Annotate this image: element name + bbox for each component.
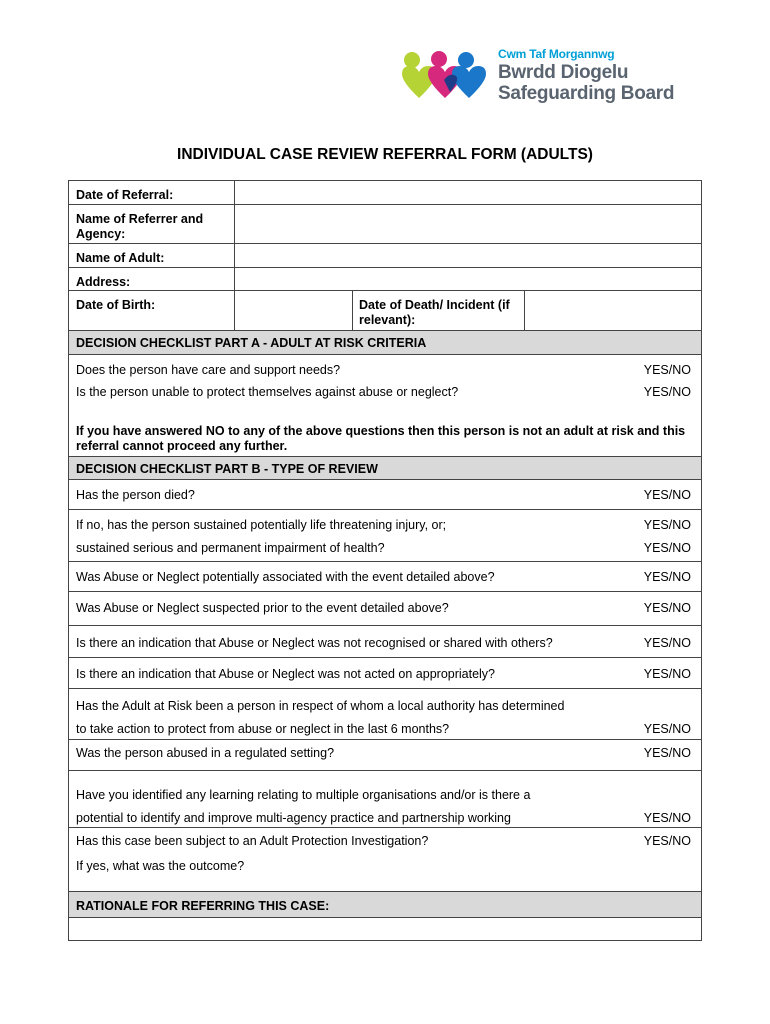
question-text: to take action to protect from abuse or neglect in the last 6 months? bbox=[76, 722, 450, 736]
date-of-referral-label: Date of Referral: bbox=[69, 181, 235, 204]
question-text: If yes, what was the outcome? bbox=[76, 859, 245, 873]
question-row bbox=[69, 626, 701, 658]
dob-field[interactable] bbox=[235, 291, 353, 330]
dob-label: Date of Birth: bbox=[69, 291, 235, 330]
address-field[interactable] bbox=[235, 268, 701, 290]
question-text: Is there an indication that Abuse or Neglect was not acted on appropriately? bbox=[76, 667, 496, 681]
question-row bbox=[69, 787, 701, 810]
hearts-logo-icon bbox=[400, 50, 494, 106]
yes-no-answer[interactable]: YES/NO bbox=[643, 601, 691, 615]
question-row bbox=[69, 517, 701, 540]
safeguarding-board-logo bbox=[400, 48, 680, 108]
form-title: INDIVIDUAL CASE REVIEW REFERRAL FORM (ADULTS) bbox=[177, 146, 593, 163]
question-row bbox=[69, 592, 701, 626]
warning-text: If you have answered NO to any of the above questions then this person is not an adult at risk and this referral cannot proceed any further. bbox=[69, 418, 701, 457]
question-row bbox=[69, 384, 701, 418]
dob-row bbox=[69, 291, 701, 331]
part-b-heading: DECISION CHECKLIST PART B - TYPE OF REVIEW bbox=[69, 457, 701, 480]
address-label: Address: bbox=[69, 268, 235, 290]
question-text: Is there an indication that Abuse or Neglect was not recognised or shared with others? bbox=[76, 636, 553, 650]
logo-line-1: Cwm Taf Morgannwg bbox=[498, 47, 615, 61]
question-row bbox=[69, 540, 701, 556]
question-row bbox=[69, 362, 701, 384]
question-text: potential to identify and improve multi-agency practice and partnership working bbox=[76, 811, 511, 825]
question-text: Was Abuse or Neglect suspected prior to the event detailed above? bbox=[76, 601, 449, 615]
question-row bbox=[69, 721, 701, 740]
question-text: Has the Adult at Risk been a person in respect of whom a local authority has determined bbox=[76, 699, 565, 713]
adult-name-label: Name of Adult: bbox=[69, 244, 235, 267]
question-text: Was Abuse or Neglect potentially associated with the event detailed above? bbox=[76, 570, 495, 584]
part-a-questions bbox=[69, 355, 701, 418]
dod-field[interactable] bbox=[525, 291, 701, 330]
yes-no-answer[interactable]: YES/NO bbox=[643, 363, 691, 377]
yes-no-answer[interactable]: YES/NO bbox=[643, 570, 691, 584]
question-row bbox=[69, 480, 701, 510]
referrer-field[interactable] bbox=[235, 205, 701, 243]
rationale-field[interactable] bbox=[69, 918, 701, 940]
injury-question-group bbox=[69, 510, 701, 562]
yes-no-answer[interactable]: YES/NO bbox=[643, 636, 691, 650]
yes-no-answer[interactable]: YES/NO bbox=[643, 667, 691, 681]
question-row bbox=[69, 828, 701, 851]
adult-name-row bbox=[69, 244, 701, 268]
dod-label: Date of Death/ Incident (if relevant): bbox=[353, 291, 525, 330]
address-row bbox=[69, 268, 701, 291]
question-text: Is the person unable to protect themselves against abuse or neglect? bbox=[76, 385, 459, 399]
question-text: Has this case been subject to an Adult Protection Investigation? bbox=[76, 834, 429, 848]
yes-no-answer[interactable]: YES/NO bbox=[643, 518, 691, 532]
adult-name-field[interactable] bbox=[235, 244, 701, 267]
yes-no-answer[interactable]: YES/NO bbox=[643, 385, 691, 399]
question-text: Was the person abused in a regulated setting? bbox=[76, 746, 335, 760]
question-text: If no, has the person sustained potentially life threatening injury, or; bbox=[76, 518, 447, 532]
question-row bbox=[69, 698, 701, 721]
question-text: Has the person died? bbox=[76, 488, 195, 502]
yes-no-answer[interactable]: YES/NO bbox=[643, 488, 691, 502]
question-text: sustained serious and permanent impairment of health? bbox=[76, 541, 385, 555]
referrer-row bbox=[69, 205, 701, 244]
logo-line-2: Bwrdd Diogelu bbox=[498, 62, 629, 83]
yes-no-answer[interactable]: YES/NO bbox=[643, 834, 691, 848]
referrer-label: Name of Referrer and Agency: bbox=[69, 205, 235, 243]
date-of-referral-field[interactable] bbox=[235, 181, 701, 204]
question-row bbox=[69, 658, 701, 689]
yes-no-answer[interactable]: YES/NO bbox=[643, 811, 691, 825]
question-text: Does the person have care and support needs? bbox=[76, 363, 341, 377]
date-of-referral-row bbox=[69, 181, 701, 205]
yes-no-answer[interactable]: YES/NO bbox=[643, 722, 691, 736]
question-row bbox=[69, 562, 701, 592]
question-row bbox=[69, 851, 701, 874]
rationale-heading: RATIONALE FOR REFERRING THIS CASE: bbox=[69, 892, 701, 918]
question-row bbox=[69, 740, 701, 761]
yes-no-answer[interactable]: YES/NO bbox=[643, 746, 691, 760]
question-text: Have you identified any learning relating to multiple organisations and/or is there a bbox=[76, 788, 531, 802]
authority-question-group bbox=[69, 689, 701, 771]
referral-form bbox=[68, 180, 702, 941]
logo-line-3: Safeguarding Board bbox=[498, 83, 675, 104]
learning-question-group bbox=[69, 771, 701, 892]
part-a-heading: DECISION CHECKLIST PART A - ADULT AT RISK CRITERIA bbox=[69, 331, 701, 355]
question-row bbox=[69, 810, 701, 828]
yes-no-answer[interactable]: YES/NO bbox=[643, 541, 691, 555]
